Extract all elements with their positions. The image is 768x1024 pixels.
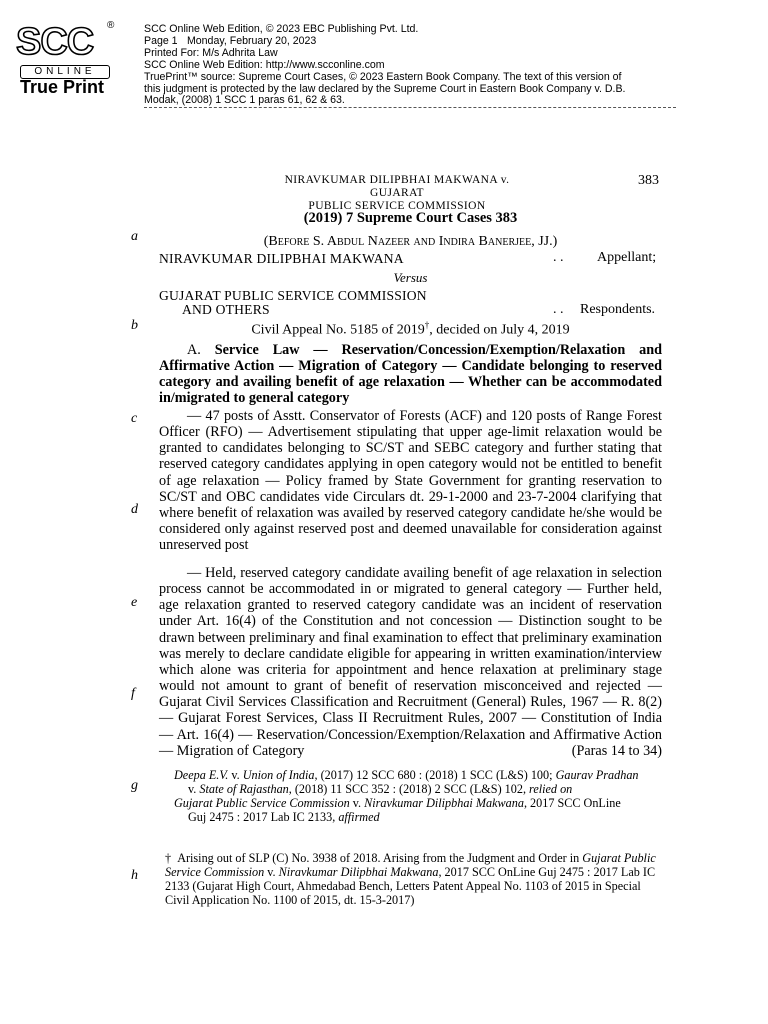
running-head xyxy=(262,174,532,213)
running-head-line1: NIRAVKUMAR DILIPBHAI MAKWANA v. GUJARAT xyxy=(284,174,510,199)
bench-judges: Before S. Abdul Nazeer and Indira Banerjee, JJ. xyxy=(268,234,553,249)
civil-appeal-line xyxy=(159,320,662,339)
header-website: SCC Online Web Edition: http://www.scconline.com xyxy=(144,58,385,71)
margin-letter: b xyxy=(131,318,138,333)
appellant-dots: . . xyxy=(553,250,564,265)
versus-abbr: v. xyxy=(188,782,200,796)
case-name: Union of India xyxy=(242,768,315,782)
treatment-label: affirmed xyxy=(338,810,380,824)
header-protection-note: this judgment is protected by the law declared by the Supreme Court in Eastern Book Company v. D.B. xyxy=(144,82,626,95)
header-divider xyxy=(144,107,676,108)
facts-text: — 47 posts of Asstt. Conservator of Forests (ACF) and 120 posts of Range Forest Officer (RFO) — Advertisement stipulating that upper age-limit relaxation would be granted to candidates belonging to SC/ST and SEBC category and further stating that reserved category candidates applying in open category would not be entitled to benefit of age relaxation — Policy framed by State Government for granting reservation to SC/ST and OBC candidates vide Circulars dt. 29-1-2000 and 23-7-2004 clarifying that where benefit of relaxation was availed by reserved category candidate he/she would be considered only against reserved post and deemed unavailable for consideration against unreserved post xyxy=(159,408,662,554)
case-citation-text: , (2017) 12 SCC 680 : (2018) 1 SCC (L&S) 100; xyxy=(314,768,556,782)
print-header xyxy=(144,24,684,107)
header-date: Monday, February 20, 2023 xyxy=(186,34,317,47)
headnote-paragraph-held xyxy=(159,565,662,759)
civil-appeal-number: Civil Appeal No. 5185 of 2019 xyxy=(251,322,425,338)
logo-online: ONLINE xyxy=(20,65,110,79)
margin-letter: a xyxy=(131,229,138,244)
case-name: Deepa E.V. xyxy=(174,768,229,782)
respondent-name-cont: AND OTHERS xyxy=(182,302,270,317)
logo-true-print: True Print xyxy=(20,77,105,97)
header-modak-citation: Modak, (2008) 1 SCC 1 paras 61, 62 & 63. xyxy=(144,94,345,107)
logo-registered-mark: ® xyxy=(107,20,115,31)
respondent-role: Respondents. xyxy=(580,302,656,317)
header-copyright: SCC Online Web Edition, © 2023 EBC Publishing Pvt. Ltd. xyxy=(144,23,419,35)
headnote-prefix: A. xyxy=(187,342,201,358)
bench xyxy=(159,234,662,250)
case-name: Niravkumar Dilipbhai Makwana xyxy=(278,864,439,879)
footnote xyxy=(165,852,665,908)
appellant-name: NIRAVKUMAR DILIPBHAI MAKWANA xyxy=(159,251,404,266)
footnote-text: Arising out of SLP (C) No. 3938 of 2018. Arising from the Judgment and Order in xyxy=(177,851,583,865)
treatment-label: relied on xyxy=(529,782,573,796)
case-name: Gujarat Public Service Commission xyxy=(165,851,656,879)
bench-close: ) xyxy=(552,234,558,249)
footnote-text: , 2017 SCC OnLine Guj 2475 : 2017 Lab IC 2133 (Gujarat High Court, Ahmedabad Bench, Letters Patent Appeal No. 1103 of 2015 in Special Civil Application No. 1100 of 2015, dt. 15-3-2017) xyxy=(165,864,656,907)
reference-relied-on-cont xyxy=(174,782,664,796)
header-page-label: Page 1 xyxy=(144,34,178,47)
case-citation-text: Guj 2475 : 2017 Lab IC 2133, xyxy=(188,810,339,824)
case-name: Niravkumar Dilipbhai Makwana xyxy=(364,796,524,810)
paras-reference: (Paras 14 to 34) xyxy=(571,742,662,759)
dagger-mark: † xyxy=(424,320,430,330)
header-printed-for: Printed For: M/s Adhrita Law xyxy=(144,46,278,59)
dagger-mark: † xyxy=(165,851,172,865)
reference-relied-on xyxy=(174,768,664,782)
cases-referred xyxy=(174,768,664,824)
scc-online-logo xyxy=(6,20,134,97)
case-citation-text: , 2017 SCC OnLine xyxy=(523,796,621,810)
headnote-paragraph-facts xyxy=(159,408,662,553)
margin-letter: f xyxy=(131,686,135,701)
appellant-role: Appellant; xyxy=(597,250,657,265)
headnote-title: Service Law — Reservation/Concession/Exemption/Relaxation and Affirmative Action — Migration of Category — Candidate belonging to reserved category and availing benefit of age relaxation — Whether can be accommodated in/migrated to general category xyxy=(159,342,662,407)
versus-abbr: v. xyxy=(349,796,365,810)
footnote-body xyxy=(165,852,665,908)
margin-letter: c xyxy=(131,411,138,426)
header-trueprint-source: TruePrint™ source: Supreme Court Cases, © 2023 Eastern Book Company. The text of this version of xyxy=(144,70,622,83)
running-head-line2: PUBLIC SERVICE COMMISSION xyxy=(308,200,486,212)
versus-abbr: v. xyxy=(228,768,243,782)
logo-brand: SCC xyxy=(16,21,94,63)
reference-affirmed xyxy=(174,796,664,810)
case-citation-text: , (2018) 11 SCC 352 : (2018) 2 SCC (L&S) 102, xyxy=(288,782,530,796)
held-text: — Held, reserved category candidate availing benefit of age relaxation in selection process cannot be accommodated in or migrated to general category — Further held, age relaxation granted to reserved category candidate was an incident of reservation under Art. 16(4) of the Constitution and not concession — Distinction sought to be drawn between preliminary and final examination to effect that preliminary examination was merely to declare candidate eligible for appearing in written examination/interview which alone was criteria for appointment and hence relaxation at preliminary stage would not amount to grant of benefit of reservation misconceived and rejected — Gujarat Civil Services Classification and Recruitment (General) Rules, 1967 — R. 8(2) — Gujarat Forest Services, Class II Recruitment Rules, 2007 — Constitution of India — Art. 16(4) — Reservation/Concession/Exemption/Relaxation and Affirmative Action — Migration of Category xyxy=(159,565,662,759)
case-citation: (2019) 7 Supreme Court Cases 383 xyxy=(303,210,518,226)
margin-letter: g xyxy=(131,778,138,793)
case-name: Gaurav Pradhan xyxy=(555,768,639,782)
reference-affirmed-cont xyxy=(174,810,664,824)
versus-abbr: v. xyxy=(264,864,279,879)
decided-date: , decided on July 4, 2019 xyxy=(429,322,570,338)
page-number: 383 xyxy=(638,173,659,188)
margin-letter: e xyxy=(131,595,138,610)
respondent-name: GUJARAT PUBLIC SERVICE COMMISSION xyxy=(159,288,427,303)
case-name: Gujarat Public Service Commission xyxy=(174,796,350,810)
margin-letter: h xyxy=(131,868,138,883)
margin-letter: d xyxy=(131,502,138,517)
versus: Versus xyxy=(393,270,428,285)
headnote-summary xyxy=(159,342,662,407)
bench-open: ( xyxy=(263,234,269,249)
respondent-dots: . . xyxy=(553,302,564,317)
case-name: State of Rajasthan xyxy=(199,782,289,796)
